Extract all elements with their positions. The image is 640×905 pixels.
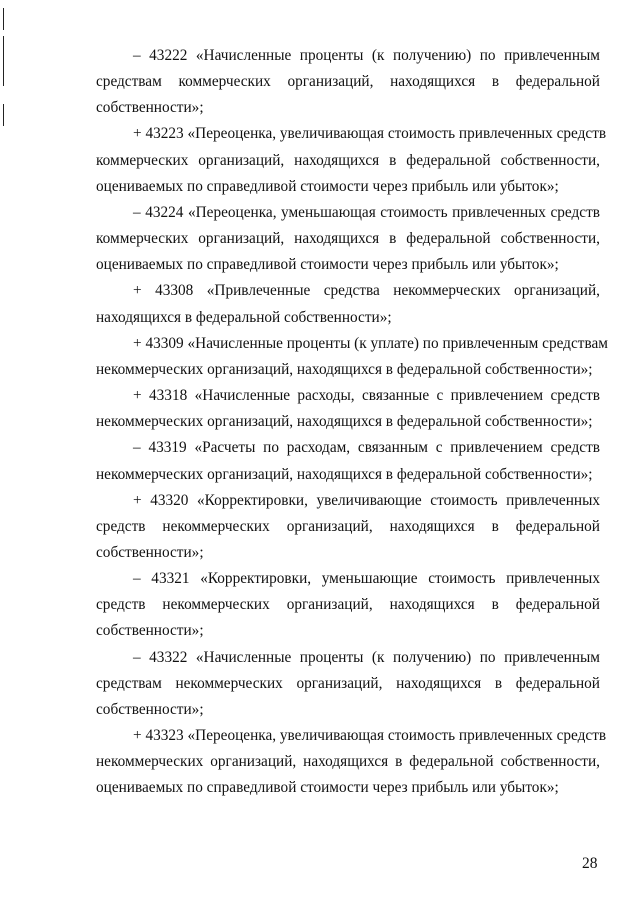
text-line: находящихся в федеральной собственности»; (96, 308, 392, 326)
paragraph (96, 566, 600, 644)
text-line: некоммерческих организаций, находящихся в федеральной собственности, (96, 753, 600, 771)
text-line: + 43320 «Корректировки, увеличивающие стоимость привлеченных (133, 491, 600, 509)
text-line: средствам некоммерческих организаций, находящихся в федеральной (96, 674, 600, 692)
paragraph (96, 645, 600, 723)
paragraph (96, 488, 600, 566)
text-line: некоммерческих организаций, находящихся в федеральной собственности»; (96, 360, 593, 378)
text-line: – 43224 «Переоценка, уменьшающая стоимость привлеченных средств (133, 203, 600, 221)
text-line: оцениваемых по справедливой стоимости через прибыль или убыток»; (96, 779, 559, 797)
text-line: + 43223 «Переоценка, увеличивающая стоимость привлеченных средств (133, 125, 607, 143)
paragraph (96, 278, 600, 330)
scan-margin-mark (3, 104, 4, 126)
paragraph (96, 43, 600, 121)
document-body (96, 43, 608, 802)
text-line: оцениваемых по справедливой стоимости через прибыль или убыток»; (96, 177, 559, 195)
text-line: – 43319 «Расчеты по расходам, связанным с привлечением средств (133, 439, 600, 457)
paragraph (96, 435, 600, 487)
text-line: – 43321 «Корректировки, уменьшающие стоимость привлеченных (133, 570, 600, 588)
text-line: – 43322 «Начисленные проценты (к получению) по привлеченным (133, 648, 600, 666)
paragraph (96, 723, 607, 801)
paragraph (96, 383, 600, 435)
text-line: некоммерческих организаций, находящихся в федеральной собственности»; (96, 413, 593, 431)
paragraph (96, 331, 608, 383)
text-line: + 43309 «Начисленные проценты (к уплате) по привлеченным средствам (133, 334, 608, 352)
text-line: оцениваемых по справедливой стоимости через прибыль или убыток»; (96, 256, 559, 274)
text-line: – 43222 «Начисленные проценты (к получению) по привлеченным (133, 47, 600, 64)
text-line: + 43308 «Привлеченные средства некоммерческих организаций, (133, 282, 600, 300)
page-number: 28 (582, 855, 598, 872)
text-line: средств некоммерческих организаций, находящихся в федеральной (96, 596, 600, 614)
text-line: некоммерческих организаций, находящихся в федеральной собственности»; (96, 465, 593, 483)
paragraph (96, 121, 607, 199)
text-line: средствам коммерческих организаций, находящихся в федеральной (96, 73, 600, 91)
text-line: собственности»; (96, 700, 204, 718)
text-line: собственности»; (96, 99, 204, 117)
text-line: средств некоммерческих организаций, находящихся в федеральной (96, 517, 600, 535)
scan-margin-mark (3, 36, 4, 86)
text-line: + 43318 «Начисленные расходы, связанные с привлечением средств (133, 387, 600, 405)
text-line: собственности»; (96, 622, 204, 640)
scan-margin-mark (3, 8, 4, 30)
text-line: коммерческих организаций, находящихся в федеральной собственности, (96, 230, 600, 248)
paragraph (96, 200, 600, 278)
text-line: коммерческих организаций, находящихся в федеральной собственности, (96, 151, 600, 169)
text-line: + 43323 «Переоценка, увеличивающая стоимость привлеченных средств (133, 727, 607, 745)
text-line: собственности»; (96, 543, 204, 561)
